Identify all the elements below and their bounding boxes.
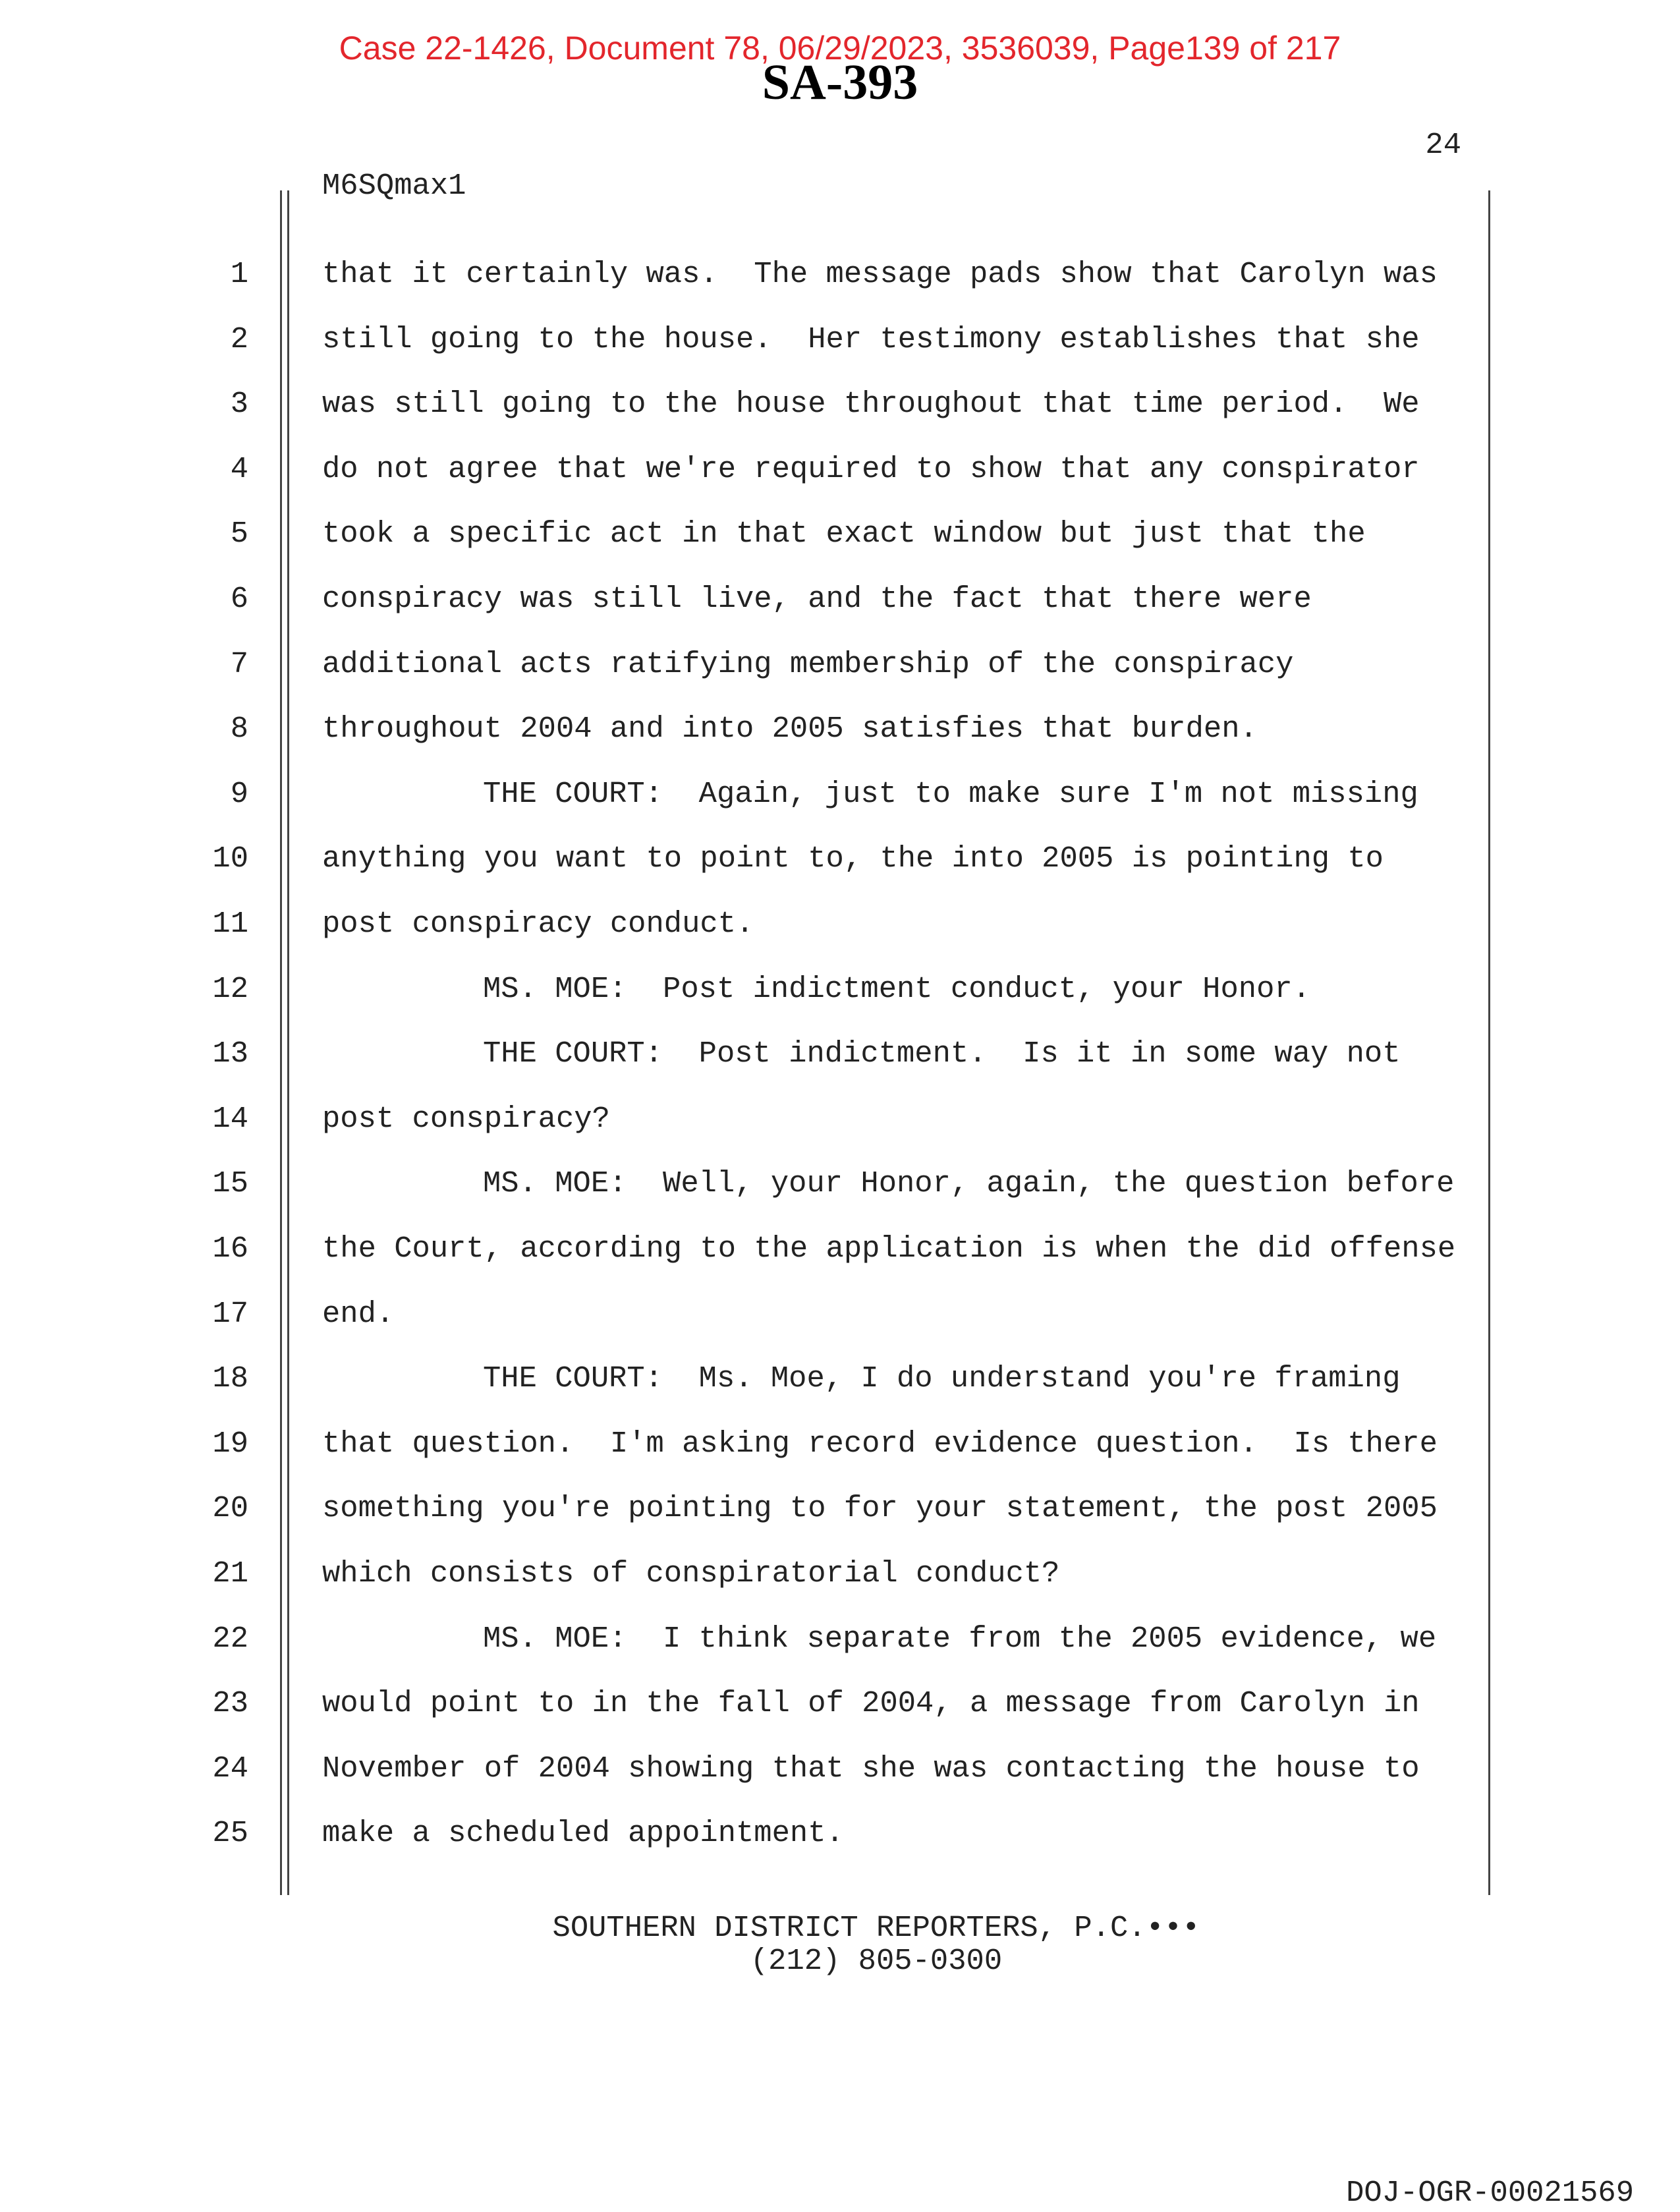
line-number: 19: [212, 1426, 248, 1461]
transcript-line: still going to the house. Her testimony establishes that she: [322, 322, 1420, 356]
line-number: 4: [230, 451, 248, 486]
appendix-page-label: SA-393: [762, 55, 918, 110]
line-number: 10: [212, 841, 248, 876]
transcript-caption: M6SQmax1: [322, 169, 466, 203]
line-number: 11: [212, 907, 248, 941]
transcript-line: do not agree that we're required to show that any conspirator: [322, 451, 1420, 486]
transcript-line: MS. MOE: I think separate from the 2005 evidence, we: [483, 1621, 1437, 1656]
transcript-line: the Court, according to the application is when the did offense: [322, 1232, 1456, 1266]
line-number: 16: [212, 1232, 248, 1266]
transcript-line: something you're pointing to for your statement, the post 2005: [322, 1491, 1438, 1526]
line-number: 13: [212, 1036, 248, 1071]
transcript-line: throughout 2004 and into 2005 satisfies that burden.: [322, 712, 1258, 747]
transcript-line: post conspiracy?: [322, 1101, 610, 1136]
line-number: 2: [230, 322, 248, 356]
footer-reporter: SOUTHERN DISTRICT REPORTERS, P.C.•••: [552, 1911, 1200, 1945]
line-number: 14: [212, 1101, 248, 1136]
transcript-line: THE COURT: Post indictment. Is it in some way not: [483, 1036, 1401, 1071]
line-number: 23: [212, 1686, 248, 1721]
transcript-line: anything you want to point to, the into 2005 is pointing to: [322, 841, 1384, 876]
transcript-line: post conspiracy conduct.: [322, 907, 754, 941]
transcript-line: THE COURT: Again, just to make sure I'm not missing: [483, 776, 1418, 811]
left-margin-rule: [287, 190, 289, 1895]
line-number: 17: [212, 1296, 248, 1331]
transcript-line: MS. MOE: Post indictment conduct, your Honor.: [483, 971, 1311, 1006]
footer-phone: (212) 805-0300: [750, 1944, 1003, 1978]
transcript-line: which consists of conspiratorial conduct?: [322, 1556, 1060, 1591]
left-margin-rule: [280, 190, 282, 1895]
transcript-line: November of 2004 showing that she was contacting the house to: [322, 1751, 1420, 1786]
line-number: 8: [230, 712, 248, 747]
line-number: 22: [212, 1621, 248, 1656]
transcript-line: make a scheduled appointment.: [322, 1816, 844, 1851]
transcript-line: took a specific act in that exact window but just that the: [322, 517, 1366, 552]
page-number: 24: [1425, 128, 1461, 162]
line-number: 7: [230, 646, 248, 681]
line-number: 3: [230, 387, 248, 422]
line-number: 20: [212, 1491, 248, 1526]
transcript-line: conspiracy was still live, and the fact that there were: [322, 582, 1312, 616]
line-number: 1: [230, 257, 248, 291]
case-stamp: Case 22-1426, Document 78, 06/29/2023, 3536039, Page139 of 217: [339, 30, 1341, 67]
transcript-line: THE COURT: Ms. Moe, I do understand you're framing: [483, 1361, 1401, 1396]
line-number: 24: [212, 1751, 248, 1786]
transcript-line: additional acts ratifying membership of the conspiracy: [322, 646, 1294, 681]
line-number: 15: [212, 1166, 248, 1201]
right-margin-rule: [1488, 190, 1490, 1895]
line-number: 9: [230, 776, 248, 811]
transcript-line: that question. I'm asking record evidence question. Is there: [322, 1426, 1438, 1461]
transcript-line: end.: [322, 1296, 395, 1331]
transcript-line: that it certainly was. The message pads show that Carolyn was: [322, 257, 1438, 291]
bates-number: DOJ-OGR-00021569: [1346, 2176, 1634, 2210]
line-number: 25: [212, 1816, 248, 1851]
transcript-line: MS. MOE: Well, your Honor, again, the question before: [483, 1166, 1455, 1201]
transcript-line: would point to in the fall of 2004, a message from Carolyn in: [322, 1686, 1420, 1721]
line-number: 21: [212, 1556, 248, 1591]
transcript-line: was still going to the house throughout that time period. We: [322, 387, 1420, 422]
line-number: 18: [212, 1361, 248, 1396]
line-number: 5: [230, 517, 248, 552]
line-number: 12: [212, 971, 248, 1006]
line-number: 6: [230, 582, 248, 616]
